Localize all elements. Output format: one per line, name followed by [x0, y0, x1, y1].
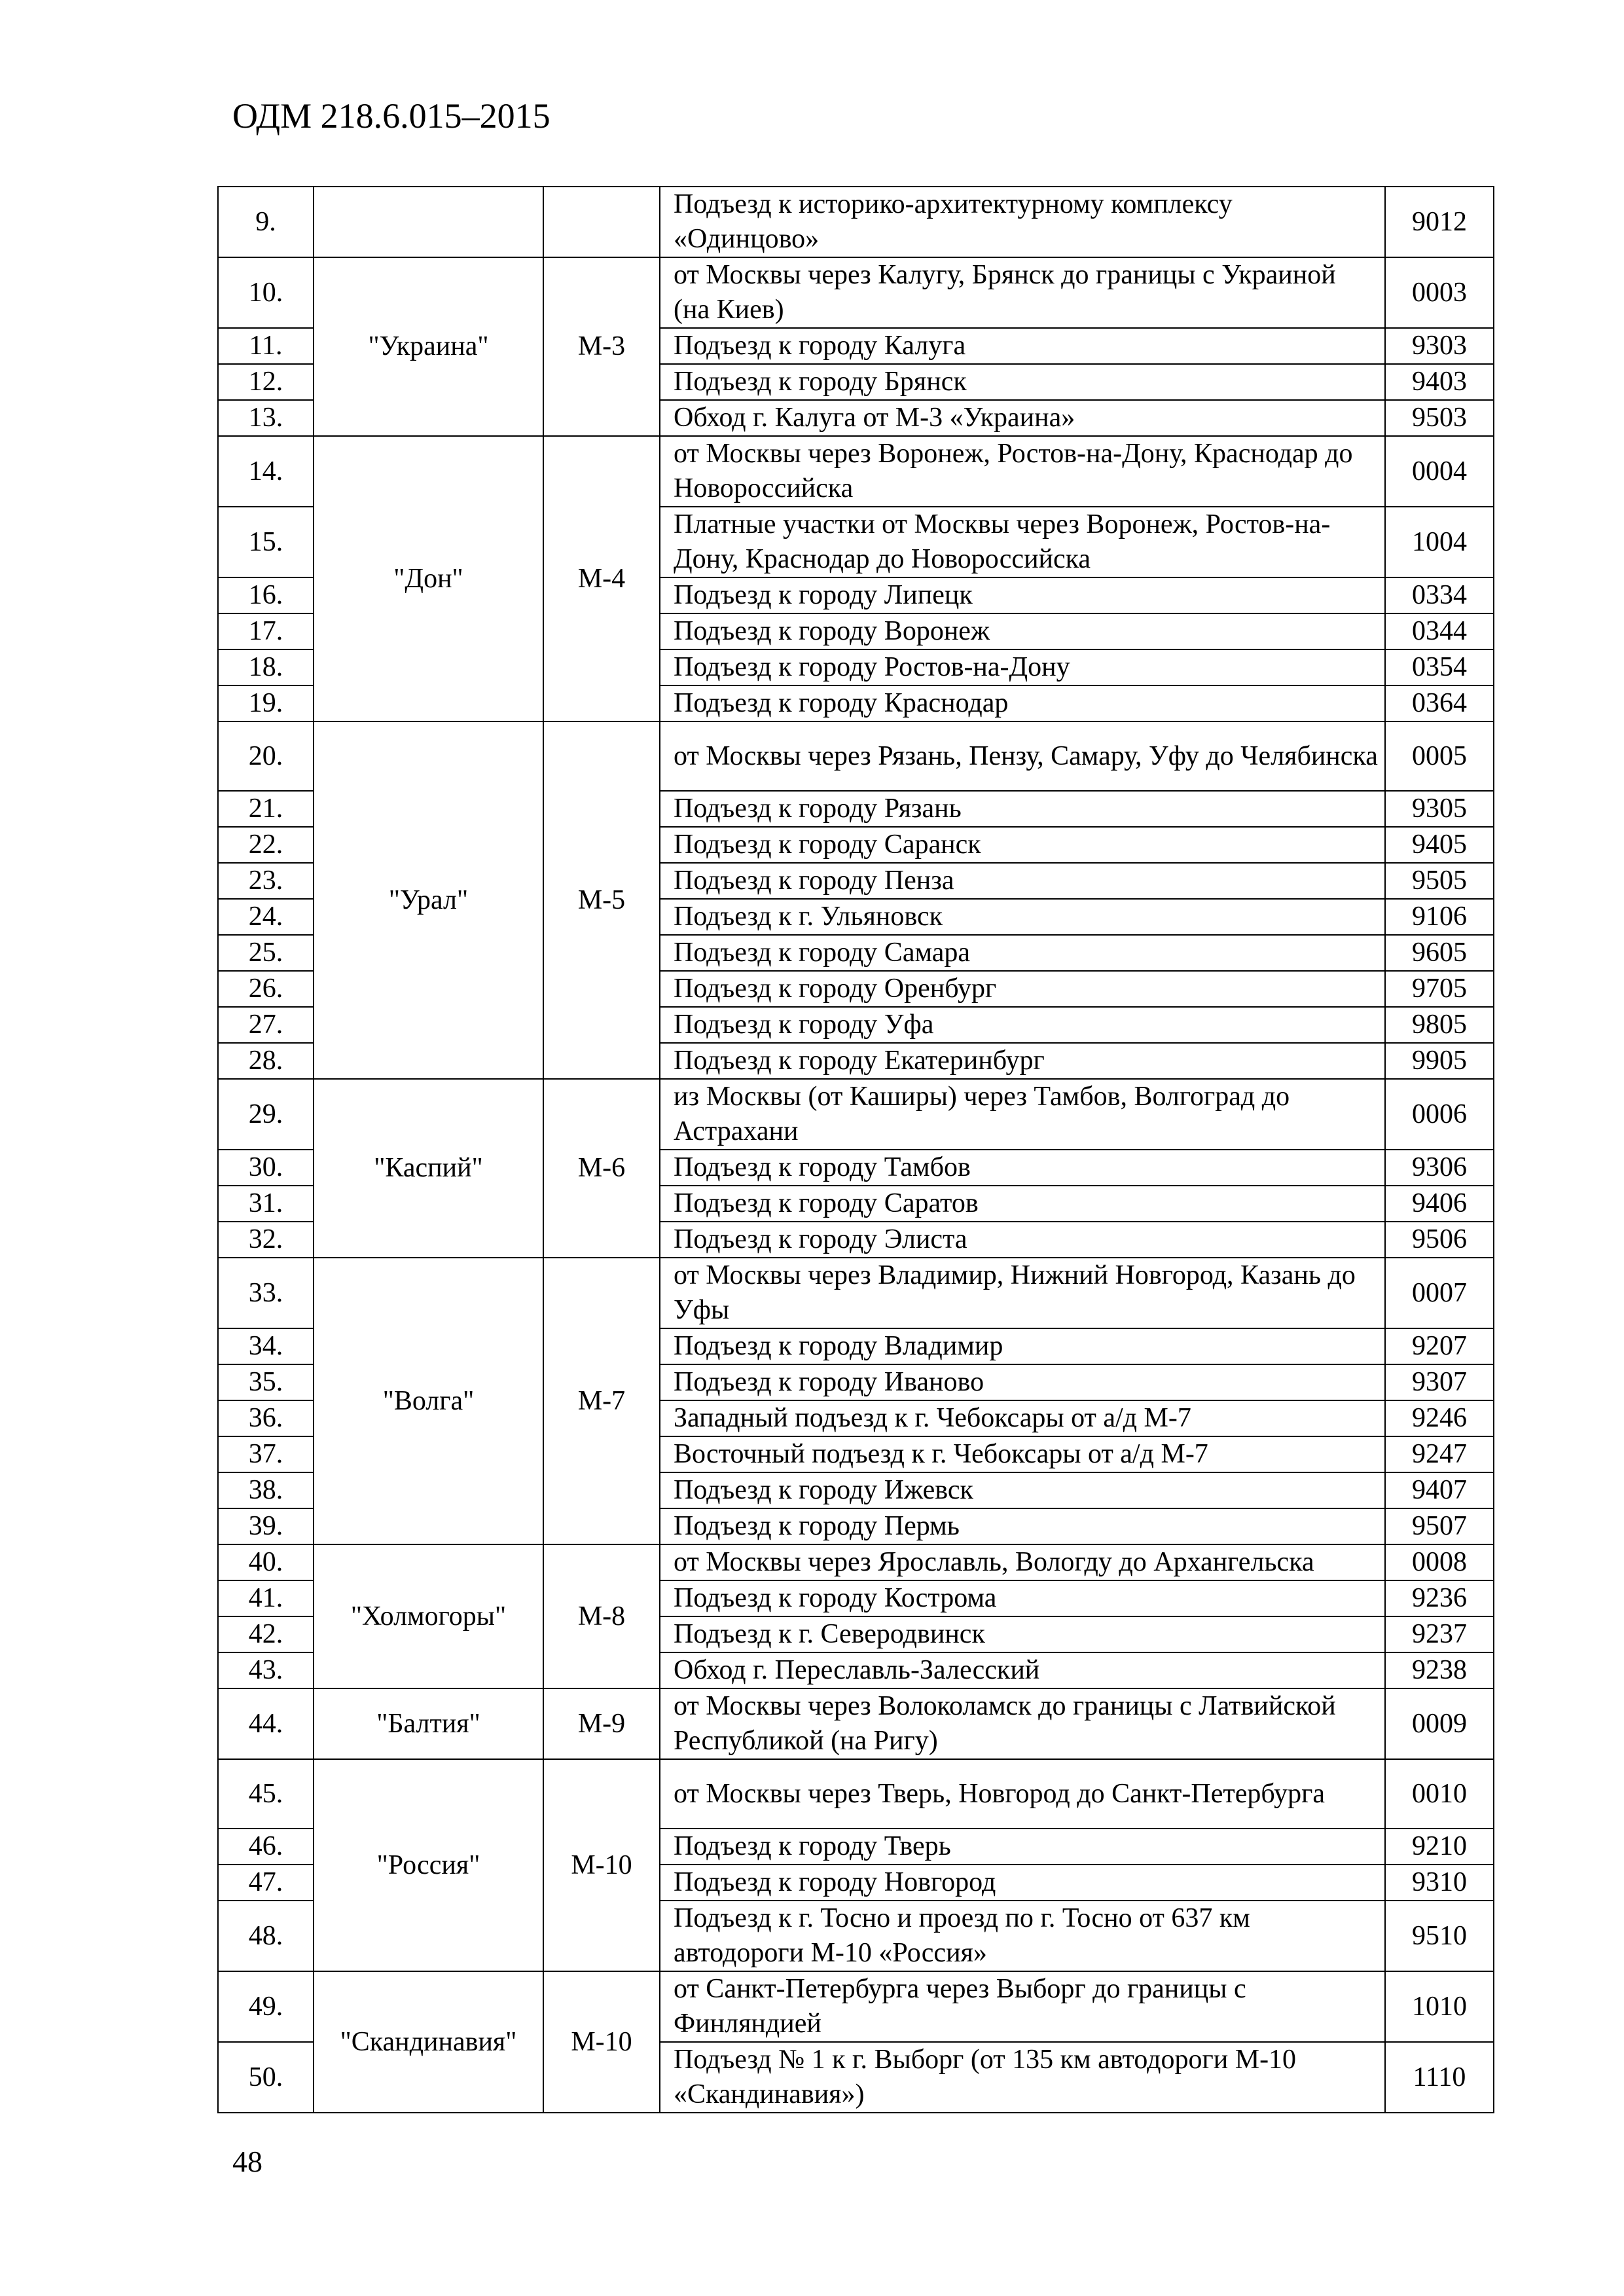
road-name-cell: "Скандинавия" — [314, 1971, 543, 2113]
road-name-cell: "Холмогоры" — [314, 1544, 543, 1688]
route-code-cell: 0003 — [1385, 257, 1494, 328]
route-description-cell: Подъезд к городу Саранск — [660, 827, 1385, 863]
row-number-cell: 15. — [218, 507, 314, 577]
road-index-cell: М-10 — [543, 1971, 660, 2113]
route-description-cell: Подъезд № 1 к г. Выборг (от 135 км автодороги М-10 «Скандинавия») — [660, 2042, 1385, 2113]
route-description-cell: Подъезд к г. Северодвинск — [660, 1616, 1385, 1652]
route-description-cell: от Москвы через Владимир, Нижний Новгород, Казань до Уфы — [660, 1258, 1385, 1328]
row-number-cell: 48. — [218, 1901, 314, 1971]
row-number-cell: 20. — [218, 721, 314, 791]
roads-table — [217, 186, 1494, 2113]
road-index-cell: М-7 — [543, 1258, 660, 1544]
route-code-cell: 1010 — [1385, 1971, 1494, 2042]
route-code-cell: 9310 — [1385, 1865, 1494, 1901]
route-code-cell: 9237 — [1385, 1616, 1494, 1652]
route-code-cell: 0354 — [1385, 649, 1494, 685]
roads-table-body — [218, 187, 1494, 2113]
road-index-cell: М-5 — [543, 721, 660, 1079]
row-number-cell: 33. — [218, 1258, 314, 1328]
road-name-cell: "Россия" — [314, 1759, 543, 1971]
row-number-cell: 49. — [218, 1971, 314, 2042]
route-code-cell: 9405 — [1385, 827, 1494, 863]
route-code-cell: 0334 — [1385, 577, 1494, 613]
route-code-cell: 9238 — [1385, 1652, 1494, 1688]
road-index-cell: М-4 — [543, 436, 660, 721]
route-description-cell: Подъезд к г. Ульяновск — [660, 899, 1385, 935]
route-description-cell: Подъезд к городу Кострома — [660, 1580, 1385, 1616]
route-description-cell: Подъезд к городу Владимир — [660, 1328, 1385, 1364]
route-code-cell: 9505 — [1385, 863, 1494, 899]
row-number-cell: 14. — [218, 436, 314, 507]
route-code-cell: 9805 — [1385, 1007, 1494, 1043]
page-number: 48 — [232, 2145, 262, 2178]
route-description-cell: Подъезд к городу Липецк — [660, 577, 1385, 613]
route-code-cell: 9407 — [1385, 1472, 1494, 1508]
route-code-cell: 9905 — [1385, 1043, 1494, 1079]
route-code-cell: 1110 — [1385, 2042, 1494, 2113]
table-row — [218, 721, 1494, 791]
route-code-cell: 9306 — [1385, 1150, 1494, 1186]
route-code-cell: 9605 — [1385, 935, 1494, 971]
road-index-cell: М-3 — [543, 257, 660, 436]
table-row — [218, 187, 1494, 257]
row-number-cell: 12. — [218, 364, 314, 400]
row-number-cell: 32. — [218, 1222, 314, 1258]
row-number-cell: 13. — [218, 400, 314, 436]
road-index-cell: М-8 — [543, 1544, 660, 1688]
route-code-cell: 9236 — [1385, 1580, 1494, 1616]
route-description-cell: Подъезд к городу Саратов — [660, 1186, 1385, 1222]
route-description-cell: Подъезд к городу Иваново — [660, 1364, 1385, 1400]
route-description-cell: Подъезд к городу Краснодар — [660, 685, 1385, 721]
table-row — [218, 1688, 1494, 1759]
row-number-cell: 43. — [218, 1652, 314, 1688]
row-number-cell: 31. — [218, 1186, 314, 1222]
row-number-cell: 50. — [218, 2042, 314, 2113]
route-description-cell: из Москвы (от Каширы) через Тамбов, Волгоград до Астрахани — [660, 1079, 1385, 1150]
table-row — [218, 1544, 1494, 1580]
row-number-cell: 30. — [218, 1150, 314, 1186]
route-code-cell: 9210 — [1385, 1829, 1494, 1865]
route-code-cell: 9305 — [1385, 791, 1494, 827]
route-code-cell: 9705 — [1385, 971, 1494, 1007]
route-description-cell: Подъезд к городу Тверь — [660, 1829, 1385, 1865]
route-code-cell: 9247 — [1385, 1436, 1494, 1472]
route-description-cell: Обход г. Переславль-Залесский — [660, 1652, 1385, 1688]
row-number-cell: 38. — [218, 1472, 314, 1508]
row-number-cell: 10. — [218, 257, 314, 328]
row-number-cell: 25. — [218, 935, 314, 971]
table-row — [218, 257, 1494, 328]
road-name-cell: "Дон" — [314, 436, 543, 721]
table-row — [218, 1079, 1494, 1150]
route-code-cell: 0007 — [1385, 1258, 1494, 1328]
row-number-cell: 35. — [218, 1364, 314, 1400]
route-code-cell: 0010 — [1385, 1759, 1494, 1829]
route-description-cell: от Москвы через Рязань, Пензу, Самару, Уфу до Челябинска — [660, 721, 1385, 791]
road-index-cell — [543, 187, 660, 257]
route-code-cell: 9246 — [1385, 1400, 1494, 1436]
row-number-cell: 22. — [218, 827, 314, 863]
route-description-cell: от Москвы через Воронеж, Ростов-на-Дону, Краснодар до Новороссийска — [660, 436, 1385, 507]
table-row — [218, 1258, 1494, 1328]
route-code-cell: 0005 — [1385, 721, 1494, 791]
route-code-cell: 9506 — [1385, 1222, 1494, 1258]
route-description-cell: Подъезд к городу Тамбов — [660, 1150, 1385, 1186]
row-number-cell: 18. — [218, 649, 314, 685]
road-name-cell — [314, 187, 543, 257]
row-number-cell: 24. — [218, 899, 314, 935]
route-description-cell: Подъезд к городу Ростов-на-Дону — [660, 649, 1385, 685]
row-number-cell: 29. — [218, 1079, 314, 1150]
route-code-cell: 9510 — [1385, 1901, 1494, 1971]
route-code-cell: 9403 — [1385, 364, 1494, 400]
route-description-cell: Подъезд к городу Новгород — [660, 1865, 1385, 1901]
route-description-cell: Восточный подъезд к г. Чебоксары от а/д М-7 — [660, 1436, 1385, 1472]
route-code-cell: 9207 — [1385, 1328, 1494, 1364]
row-number-cell: 9. — [218, 187, 314, 257]
row-number-cell: 47. — [218, 1865, 314, 1901]
route-description-cell: Подъезд к городу Пенза — [660, 863, 1385, 899]
route-description-cell: Подъезд к городу Самара — [660, 935, 1385, 971]
route-code-cell: 9307 — [1385, 1364, 1494, 1400]
road-index-cell: М-6 — [543, 1079, 660, 1258]
route-code-cell: 0008 — [1385, 1544, 1494, 1580]
row-number-cell: 45. — [218, 1759, 314, 1829]
row-number-cell: 17. — [218, 613, 314, 649]
row-number-cell: 44. — [218, 1688, 314, 1759]
route-description-cell: от Москвы через Тверь, Новгород до Санкт-Петербурга — [660, 1759, 1385, 1829]
row-number-cell: 42. — [218, 1616, 314, 1652]
route-code-cell: 0364 — [1385, 685, 1494, 721]
row-number-cell: 11. — [218, 328, 314, 364]
row-number-cell: 40. — [218, 1544, 314, 1580]
route-code-cell: 0006 — [1385, 1079, 1494, 1150]
row-number-cell: 28. — [218, 1043, 314, 1079]
route-code-cell: 1004 — [1385, 507, 1494, 577]
route-code-cell: 0344 — [1385, 613, 1494, 649]
row-number-cell: 36. — [218, 1400, 314, 1436]
route-description-cell: Подъезд к городу Пермь — [660, 1508, 1385, 1544]
road-name-cell: "Украина" — [314, 257, 543, 436]
route-description-cell: от Санкт-Петербурга через Выборг до границы с Финляндией — [660, 1971, 1385, 2042]
route-description-cell: Обход г. Калуга от М-3 «Украина» — [660, 400, 1385, 436]
route-code-cell: 0009 — [1385, 1688, 1494, 1759]
row-number-cell: 34. — [218, 1328, 314, 1364]
route-description-cell: от Москвы через Волоколамск до границы с Латвийской Республикой (на Ригу) — [660, 1688, 1385, 1759]
route-code-cell: 9106 — [1385, 899, 1494, 935]
table-row — [218, 1971, 1494, 2042]
route-description-cell: от Москвы через Ярославль, Вологду до Архангельска — [660, 1544, 1385, 1580]
row-number-cell: 41. — [218, 1580, 314, 1616]
route-description-cell: Подъезд к городу Рязань — [660, 791, 1385, 827]
road-name-cell: "Урал" — [314, 721, 543, 1079]
route-description-cell: Подъезд к историко-архитектурному комплексу «Одинцово» — [660, 187, 1385, 257]
route-code-cell: 9503 — [1385, 400, 1494, 436]
route-description-cell: Подъезд к городу Брянск — [660, 364, 1385, 400]
row-number-cell: 39. — [218, 1508, 314, 1544]
route-description-cell: от Москвы через Калугу, Брянск до границы с Украиной (на Киев) — [660, 257, 1385, 328]
road-name-cell: "Волга" — [314, 1258, 543, 1544]
route-description-cell: Подъезд к городу Уфа — [660, 1007, 1385, 1043]
route-description-cell: Подъезд к городу Ижевск — [660, 1472, 1385, 1508]
route-description-cell: Подъезд к городу Оренбург — [660, 971, 1385, 1007]
row-number-cell: 19. — [218, 685, 314, 721]
row-number-cell: 26. — [218, 971, 314, 1007]
road-name-cell: "Каспий" — [314, 1079, 543, 1258]
row-number-cell: 21. — [218, 791, 314, 827]
route-code-cell: 9406 — [1385, 1186, 1494, 1222]
document-code-header: ОДМ 218.6.015–2015 — [232, 96, 550, 136]
route-description-cell: Подъезд к г. Тосно и проезд по г. Тосно от 637 км автодороги М-10 «Россия» — [660, 1901, 1385, 1971]
route-description-cell: Подъезд к городу Екатеринбург — [660, 1043, 1385, 1079]
route-description-cell: Подъезд к городу Калуга — [660, 328, 1385, 364]
row-number-cell: 16. — [218, 577, 314, 613]
route-description-cell: Западный подъезд к г. Чебоксары от а/д М-7 — [660, 1400, 1385, 1436]
route-description-cell: Подъезд к городу Элиста — [660, 1222, 1385, 1258]
route-code-cell: 0004 — [1385, 436, 1494, 507]
route-description-cell: Платные участки от Москвы через Воронеж, Ростов-на-Дону, Краснодар до Новороссийска — [660, 507, 1385, 577]
row-number-cell: 46. — [218, 1829, 314, 1865]
road-name-cell: "Балтия" — [314, 1688, 543, 1759]
route-description-cell: Подъезд к городу Воронеж — [660, 613, 1385, 649]
row-number-cell: 37. — [218, 1436, 314, 1472]
road-index-cell: М-10 — [543, 1759, 660, 1971]
route-code-cell: 9507 — [1385, 1508, 1494, 1544]
row-number-cell: 23. — [218, 863, 314, 899]
table-row — [218, 436, 1494, 507]
row-number-cell: 27. — [218, 1007, 314, 1043]
route-code-cell: 9012 — [1385, 187, 1494, 257]
route-code-cell: 9303 — [1385, 328, 1494, 364]
table-row — [218, 1759, 1494, 1829]
road-index-cell: М-9 — [543, 1688, 660, 1759]
